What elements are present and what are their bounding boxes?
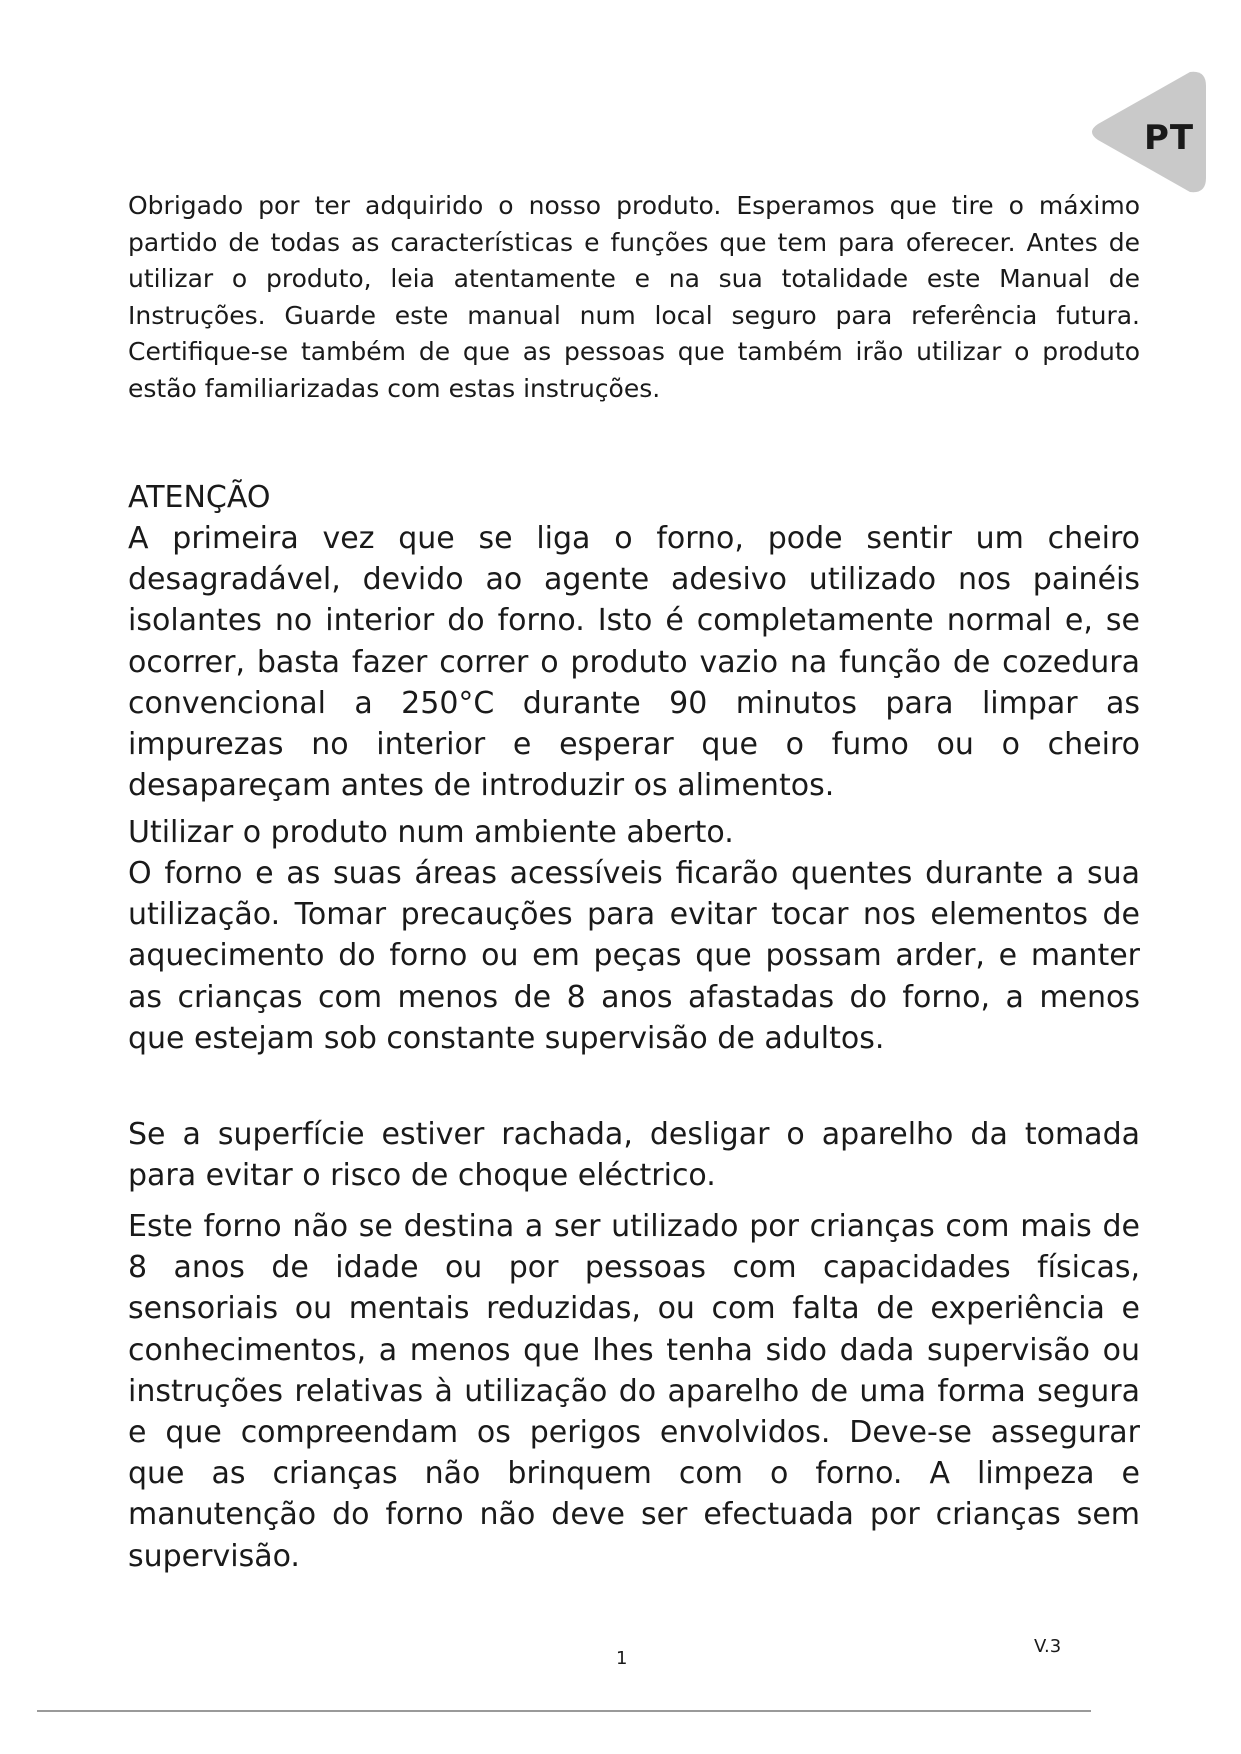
language-tab: [1086, 70, 1206, 194]
page-number: 1: [616, 1648, 628, 1669]
warning-paragraph-children-usage: Este forno não se destina a ser utilizado por crianças com mais de 8 anos de idade ou por pessoas com capacidades físicas, sensoriais ou mentais reduzidas, ou com falta de experiência e conhecimentos, a menos que lhes tenha sido dada supervisão ou instruções relativas à utilização do aparelho de uma forma segura e que compreendam os perigos envolvidos. Deve-se assegurar que as crianças não brinquem com o forno. A limpeza e manutenção do forno não deve ser efectuada por crianças sem supervisão.: [128, 1209, 1140, 1574]
warning-paragraph-hot-surfaces: O forno e as suas áreas acessíveis ficarão quentes durante a sua utilização. Tomar precauções para evitar tocar nos elementos de aquecimento do forno ou em peças que possam arder, e manter as crianças com menos de 8 anos afastadas do forno, a menos que estejam sob constante supervisão de adultos.: [128, 856, 1140, 1056]
warning-heading: ATENÇÃO: [128, 480, 271, 515]
intro-paragraph: Obrigado por ter adquirido o nosso produto. Esperamos que tire o máximo partido de todas as características e funções que tem para oferecer. Antes de utilizar o produto, leia atentamente e na sua totalidade este Manual de Instruções. Guarde este manual num local seguro para referência futura. Certifique-se também de que as pessoas que também irão utilizar o produto estão familiarizadas com estas instruções.: [128, 191, 1140, 403]
footer-divider: [37, 1710, 1091, 1712]
warning-paragraph-open-environment: Utilizar o produto num ambiente aberto.: [128, 815, 734, 850]
language-code: PT: [1144, 118, 1195, 158]
warning-paragraph-cracked-surface: Se a superfície estiver rachada, desligar o aparelho da tomada para evitar o risco de choque eléctrico.: [128, 1117, 1140, 1194]
version-label: V.3: [1034, 1636, 1062, 1657]
warning-paragraph-odor: A primeira vez que se liga o forno, pode sentir um cheiro desagradável, devido ao agente adesivo utilizado nos painéis isolantes no interior do forno. Isto é completamente normal e, se ocorrer, basta fazer correr o produto vazio na função de cozedura convencional a 250°C durante 90 minutos para limpar as impurezas no interior e esperar que o fumo ou o cheiro desapareçam antes de introduzir os alimentos.: [128, 521, 1140, 804]
